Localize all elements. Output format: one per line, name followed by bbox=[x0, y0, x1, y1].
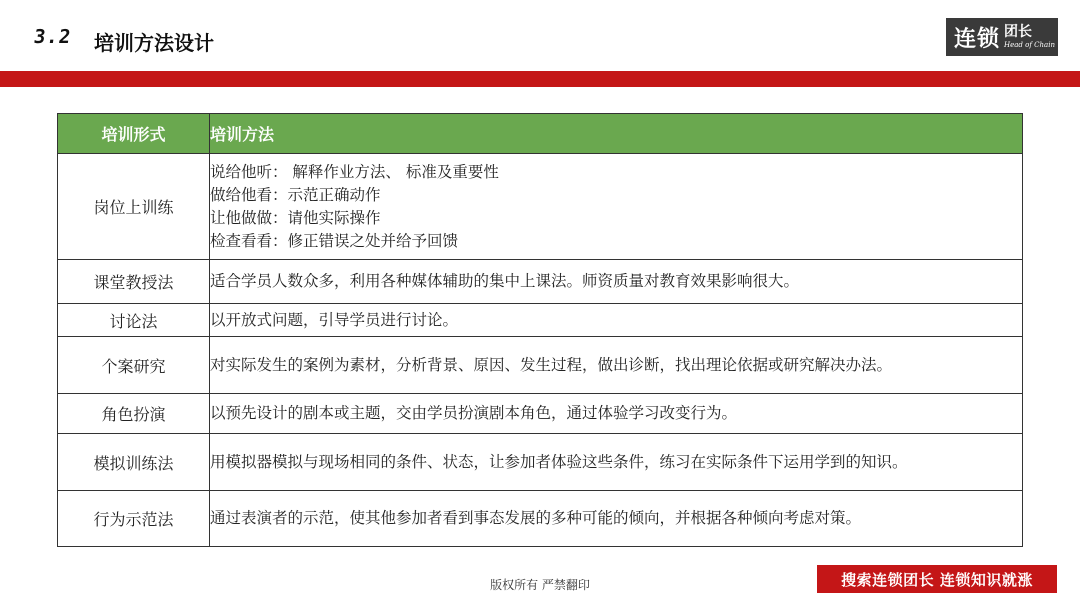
method-line: 做给他看：示范正确动作 bbox=[210, 185, 381, 204]
training-form-cell: 模拟训练法 bbox=[58, 434, 210, 491]
column-header-method: 培训方法 bbox=[210, 114, 1023, 154]
table-row bbox=[58, 154, 1023, 260]
training-form-cell: 角色扮演 bbox=[58, 394, 210, 434]
section-number: 3.2 bbox=[32, 26, 73, 48]
method-line: 对实际发生的案例为素材，分析背景、原因、发生过程，做出诊断，找出理论依据或研究解决办法。 bbox=[210, 355, 893, 374]
training-method-cell bbox=[210, 491, 1023, 547]
logo-main-text: 连锁 bbox=[954, 26, 1001, 52]
table-row bbox=[58, 337, 1023, 394]
training-method-cell bbox=[210, 304, 1023, 337]
method-line: 检查看看：修正错误之处并给予回馈 bbox=[210, 231, 459, 250]
training-form-cell: 岗位上训练 bbox=[58, 154, 210, 260]
training-form-cell: 个案研究 bbox=[58, 337, 210, 394]
training-form-cell: 讨论法 bbox=[58, 304, 210, 337]
logo-side bbox=[1004, 25, 1055, 49]
method-line: 说给他听： 解释作业方法、 标准及重要性 bbox=[210, 162, 499, 181]
training-form-cell: 行为示范法 bbox=[58, 491, 210, 547]
table-row bbox=[58, 260, 1023, 304]
method-line: 以开放式问题，引导学员进行讨论。 bbox=[210, 310, 459, 329]
training-method-cell bbox=[210, 337, 1023, 394]
table-row bbox=[58, 491, 1023, 547]
logo-tagline: Head of Chain bbox=[1004, 41, 1055, 49]
table-row bbox=[58, 304, 1023, 337]
training-method-cell bbox=[210, 154, 1023, 260]
training-method-cell bbox=[210, 394, 1023, 434]
method-line: 让他做做：请他实际操作 bbox=[210, 208, 381, 227]
method-line: 适合学员人数众多，利用各种媒体辅助的集中上课法。师资质量对教育效果影响很大。 bbox=[210, 272, 800, 290]
training-form-cell: 课堂教授法 bbox=[58, 260, 210, 304]
header-divider-bar bbox=[0, 71, 1080, 87]
training-method-cell bbox=[210, 434, 1023, 491]
table-header-row bbox=[58, 114, 1023, 154]
brand-logo bbox=[946, 18, 1058, 56]
page-title: 培训方法设计 bbox=[94, 31, 214, 55]
logo-sub-text: 团长 bbox=[1004, 24, 1033, 40]
table-row bbox=[58, 434, 1023, 491]
search-promo-banner: 搜索连锁团长 连锁知识就涨 bbox=[817, 565, 1057, 593]
column-header-form: 培训形式 bbox=[58, 114, 210, 154]
table-row bbox=[58, 394, 1023, 434]
method-line: 以预先设计的剧本或主题，交由学员扮演剧本角色，通过体验学习改变行为。 bbox=[210, 404, 738, 422]
training-method-cell bbox=[210, 260, 1023, 304]
method-line: 通过表演者的示范，使其他参加者看到事态发展的多种可能的倾向，并根据各种倾向考虑对策。 bbox=[210, 509, 862, 527]
training-methods-table bbox=[57, 113, 1023, 547]
copyright-notice: 版权所有 严禁翻印 bbox=[490, 578, 590, 592]
method-line: 用模拟器模拟与现场相同的条件、状态，让参加者体验这些条件，练习在实际条件下运用学到的知识。 bbox=[210, 452, 908, 471]
